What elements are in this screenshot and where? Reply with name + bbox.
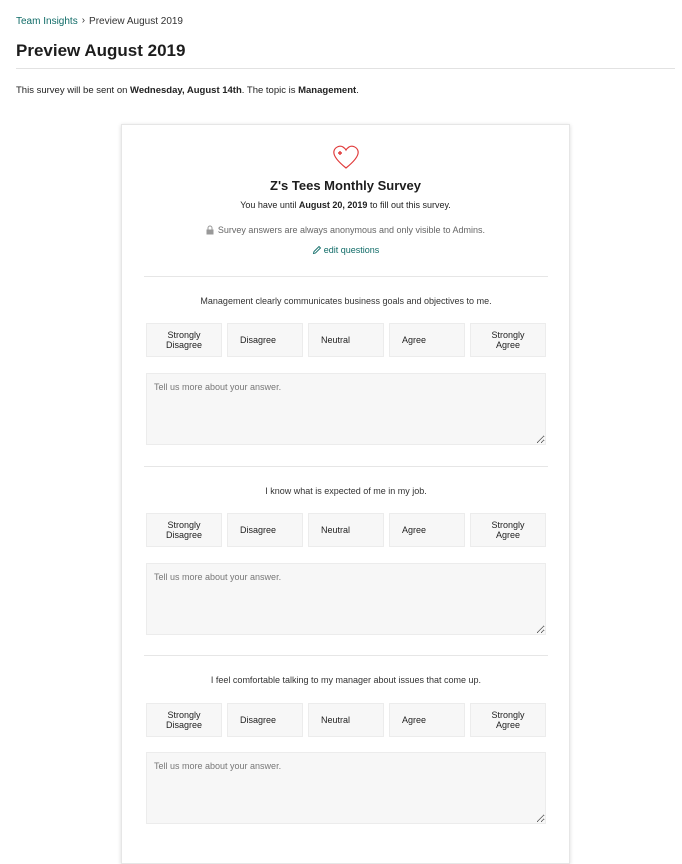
anonymous-note xyxy=(122,225,569,235)
survey-title: Z's Tees Monthly Survey xyxy=(270,178,421,193)
lock-icon xyxy=(206,225,214,235)
answer-options xyxy=(146,513,546,547)
survey-card xyxy=(121,124,570,864)
answer-options xyxy=(146,323,546,357)
intro-middle: . The topic is xyxy=(241,85,299,96)
edit-questions-link[interactable] xyxy=(122,245,569,255)
page-title: Preview August 2019 xyxy=(16,41,186,60)
option-strongly-disagree[interactable]: Strongly Disagree xyxy=(146,323,222,357)
option-agree[interactable]: Agree xyxy=(389,703,465,737)
deadline-prefix: You have until xyxy=(240,200,299,210)
intro-prefix: This survey will be sent on xyxy=(16,85,131,96)
heart-icon xyxy=(332,144,360,170)
option-strongly-disagree[interactable]: Strongly Disagree xyxy=(146,513,222,547)
breadcrumb xyxy=(16,16,183,27)
breadcrumb-link-team-insights[interactable]: Team Insights xyxy=(16,16,78,27)
anonymous-note-text: Survey answers are always anonymous and only visible to Admins. xyxy=(217,225,486,235)
question-text: Management clearly communicates business goals and objectives to me. xyxy=(200,296,492,306)
answer-textarea[interactable] xyxy=(146,373,546,445)
option-neutral[interactable]: Neutral xyxy=(308,513,384,547)
option-agree[interactable]: Agree xyxy=(389,513,465,547)
option-agree[interactable]: Agree xyxy=(389,323,465,357)
option-neutral[interactable]: Neutral xyxy=(308,703,384,737)
question-divider xyxy=(144,276,548,277)
answer-options xyxy=(146,703,546,737)
survey-deadline xyxy=(122,200,569,210)
question-text: I feel comfortable talking to my manager about issues that come up. xyxy=(210,675,482,685)
intro-suffix: . xyxy=(356,85,359,96)
option-disagree[interactable]: Disagree xyxy=(227,703,303,737)
option-strongly-agree[interactable]: Strongly Agree xyxy=(470,703,546,737)
intro-date: Wednesday, August 14th xyxy=(130,85,242,96)
deadline-date: August 20, 2019 xyxy=(298,200,368,210)
option-neutral[interactable]: Neutral xyxy=(308,323,384,357)
question-divider xyxy=(144,655,548,656)
pencil-icon xyxy=(312,245,322,255)
option-strongly-agree[interactable]: Strongly Agree xyxy=(470,323,546,357)
answer-textarea[interactable] xyxy=(146,563,546,635)
deadline-suffix: to fill out this survey. xyxy=(367,200,451,210)
answer-textarea[interactable] xyxy=(146,752,546,824)
header-divider xyxy=(16,68,675,69)
option-disagree[interactable]: Disagree xyxy=(227,513,303,547)
question-text: I know what is expected of me in my job. xyxy=(265,486,427,496)
edit-questions-label: edit questions xyxy=(323,245,380,255)
question-divider xyxy=(144,466,548,467)
intro-topic: Management xyxy=(298,85,357,96)
breadcrumb-current: Preview August 2019 xyxy=(89,16,183,27)
option-strongly-agree[interactable]: Strongly Agree xyxy=(470,513,546,547)
option-disagree[interactable]: Disagree xyxy=(227,323,303,357)
option-strongly-disagree[interactable]: Strongly Disagree xyxy=(146,703,222,737)
survey-intro xyxy=(16,85,359,96)
chevron-right-icon: › xyxy=(81,15,86,26)
